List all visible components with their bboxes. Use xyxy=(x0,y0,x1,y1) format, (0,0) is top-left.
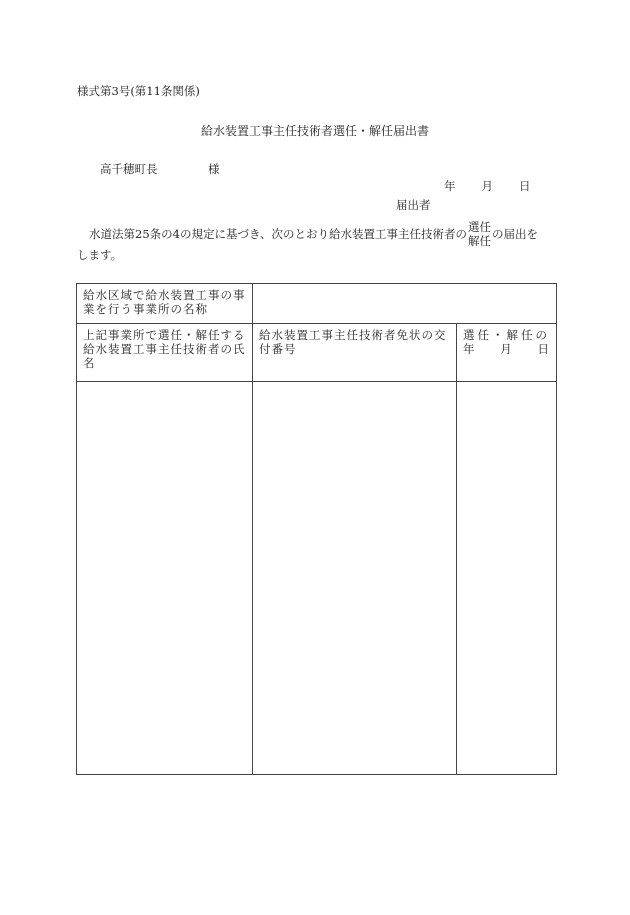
header-day: 日 xyxy=(537,342,550,356)
appointment-date-header xyxy=(457,324,557,382)
header-month: 月 xyxy=(500,342,513,356)
body-line-1 xyxy=(77,220,538,248)
addressee: 高千穂町長 xyxy=(100,162,158,176)
date-year: 年 xyxy=(444,179,456,193)
body-part-1: 水道法第25条の4の規定に基づき、次のとおり給水装置工事主任技術者の xyxy=(89,227,467,241)
option-dismiss: 解任 xyxy=(468,234,491,248)
entry-row xyxy=(77,382,557,775)
appointment-date-field[interactable] xyxy=(457,382,557,775)
date-line xyxy=(444,179,531,193)
appoint-dismiss-options xyxy=(468,220,491,248)
header-year: 年 xyxy=(463,342,476,356)
license-number-field[interactable] xyxy=(253,382,457,775)
document-title: 給水装置工事主任技術者選任・解任届出書 xyxy=(200,124,429,138)
appointment-date-header-line2 xyxy=(463,342,550,356)
date-day: 日 xyxy=(519,179,531,193)
notifier-label: 届出者 xyxy=(396,198,431,212)
date-month: 月 xyxy=(481,179,493,193)
option-appoint: 選任 xyxy=(468,220,491,234)
office-name-field[interactable] xyxy=(253,284,557,324)
body-part-2: の届出を xyxy=(492,227,538,241)
office-name-row xyxy=(77,284,557,324)
appointment-date-header-line1: 選任・解任の xyxy=(463,328,550,342)
technician-name-field[interactable] xyxy=(77,382,253,775)
body-line-2: します。 xyxy=(77,248,123,262)
technician-name-header: 上記事業所で選任・解任する給水装置工事主任技術者の氏名 xyxy=(77,324,253,382)
notification-table xyxy=(76,283,557,775)
form-number: 様式第3号(第11条関係) xyxy=(77,84,200,98)
honorific: 様 xyxy=(208,162,220,176)
license-number-header: 給水装置工事主任技術者免状の交付番号 xyxy=(253,324,457,382)
office-name-label: 給水区域で給水装置工事の事業を行う事業所の名称 xyxy=(77,284,253,324)
header-row xyxy=(77,324,557,382)
